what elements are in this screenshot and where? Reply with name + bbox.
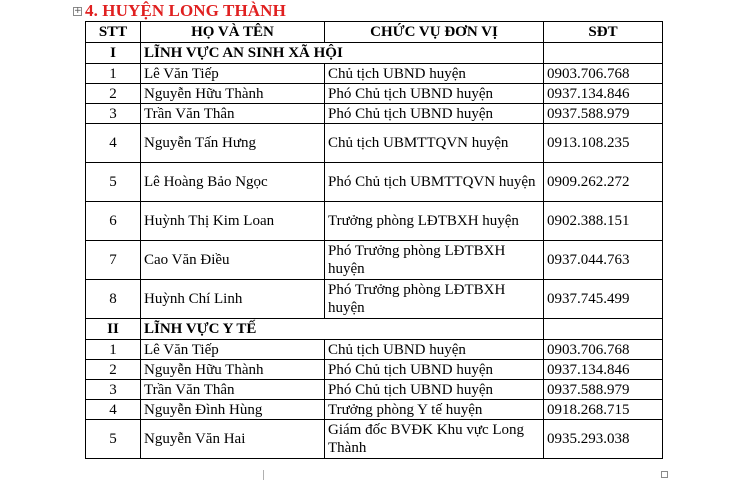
section-heading: 4. HUYỆN LONG THÀNH	[85, 1, 286, 20]
section-title: LĨNH VỰC Y TẾ	[141, 319, 544, 340]
cell-phone: 0903.706.768	[544, 340, 663, 360]
cell-name: Nguyễn Tấn Hưng	[141, 124, 325, 163]
cell-stt: 3	[86, 104, 141, 124]
cell-name: Lê Văn Tiếp	[141, 64, 325, 84]
cell-name: Nguyễn Hữu Thành	[141, 360, 325, 380]
table-row	[86, 124, 663, 163]
cell-name: Huỳnh Chí Linh	[141, 280, 325, 319]
cell-phone: 0918.268.715	[544, 400, 663, 420]
cell-name: Nguyễn Đình Hùng	[141, 400, 325, 420]
cell-phone: 0913.108.235	[544, 124, 663, 163]
table-row	[86, 380, 663, 400]
cell-position: Phó Trưởng phòng LĐTBXH huyện	[325, 280, 544, 319]
cell-stt: 2	[86, 84, 141, 104]
cell-stt: 1	[86, 340, 141, 360]
cell-position: Phó Chủ tịch UBND huyện	[325, 360, 544, 380]
cell-position: Phó Chủ tịch UBMTTQVN huyện	[325, 163, 544, 202]
table-row	[86, 104, 663, 124]
cell-phone: 0937.134.846	[544, 360, 663, 380]
cell-position: Phó Chủ tịch UBND huyện	[325, 380, 544, 400]
paragraph-marker	[263, 470, 264, 480]
cell-position: Phó Chủ tịch UBND huyện	[325, 104, 544, 124]
cell-name: Huỳnh Thị Kim Loan	[141, 202, 325, 241]
table-row	[86, 241, 663, 280]
cell-position: Phó Trưởng phòng LĐTBXH huyện	[325, 241, 544, 280]
cell-stt: 7	[86, 241, 141, 280]
cell-position: Phó Chủ tịch UBND huyện	[325, 84, 544, 104]
header-phone: SĐT	[544, 22, 663, 43]
cell-stt: 6	[86, 202, 141, 241]
section-title: LĨNH VỰC AN SINH XÃ HỘI	[141, 43, 544, 64]
section-row	[86, 319, 663, 340]
cell-name: Lê Hoàng Bảo Ngọc	[141, 163, 325, 202]
cell-stt: 4	[86, 124, 141, 163]
cell-phone: 0903.706.768	[544, 64, 663, 84]
cell-stt: 5	[86, 420, 141, 459]
table-row	[86, 400, 663, 420]
section-numeral: I	[86, 43, 141, 64]
cell-position: Trưởng phòng LĐTBXH huyện	[325, 202, 544, 241]
table-move-handle-icon[interactable]: +	[74, 6, 82, 16]
table-row	[86, 163, 663, 202]
cell-name: Trần Văn Thân	[141, 104, 325, 124]
cell-name: Cao Văn Điều	[141, 241, 325, 280]
cell-phone: 0937.134.846	[544, 84, 663, 104]
cell-position: Chủ tịch UBMTTQVN huyện	[325, 124, 544, 163]
cell-stt: 3	[86, 380, 141, 400]
cell-stt: 4	[86, 400, 141, 420]
cell-stt: 1	[86, 64, 141, 84]
cell-name: Trần Văn Thân	[141, 380, 325, 400]
cell-phone: 0937.044.763	[544, 241, 663, 280]
cell-phone: 0902.388.151	[544, 202, 663, 241]
section-empty-cell	[544, 319, 663, 340]
table-row	[86, 64, 663, 84]
contact-table	[85, 21, 663, 459]
table-row	[86, 84, 663, 104]
table-header-row	[86, 22, 663, 43]
cell-stt: 5	[86, 163, 141, 202]
cell-stt: 2	[86, 360, 141, 380]
header-name: HỌ VÀ TÊN	[141, 22, 325, 43]
table-row	[86, 280, 663, 319]
cell-stt: 8	[86, 280, 141, 319]
table-row	[86, 360, 663, 380]
cell-position: Giám đốc BVĐK Khu vực Long Thành	[325, 420, 544, 459]
section-numeral: II	[86, 319, 141, 340]
cell-position: Chủ tịch UBND huyện	[325, 340, 544, 360]
section-row	[86, 43, 663, 64]
cell-name: Lê Văn Tiếp	[141, 340, 325, 360]
table-row	[86, 420, 663, 459]
table-row	[86, 340, 663, 360]
cell-phone: 0937.588.979	[544, 380, 663, 400]
cell-position: Chủ tịch UBND huyện	[325, 64, 544, 84]
cell-phone: 0937.588.979	[544, 104, 663, 124]
table-resize-handle-icon[interactable]	[661, 471, 668, 478]
cell-phone: 0937.745.499	[544, 280, 663, 319]
table-row	[86, 202, 663, 241]
section-empty-cell	[544, 43, 663, 64]
cell-position: Trưởng phòng Y tế huyện	[325, 400, 544, 420]
header-position: CHỨC VỤ ĐƠN VỊ	[325, 22, 544, 43]
cell-phone: 0909.262.272	[544, 163, 663, 202]
cell-name: Nguyễn Văn Hai	[141, 420, 325, 459]
cell-name: Nguyễn Hữu Thành	[141, 84, 325, 104]
cell-phone: 0935.293.038	[544, 420, 663, 459]
header-stt: STT	[86, 22, 141, 43]
